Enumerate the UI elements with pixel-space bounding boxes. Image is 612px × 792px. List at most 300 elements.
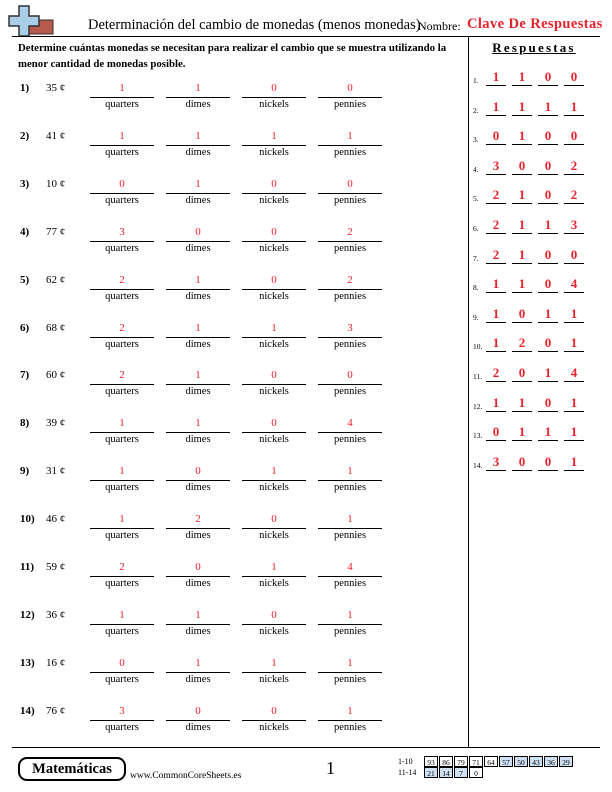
coin-label: quarters [105, 482, 139, 494]
coin-label: quarters [105, 146, 139, 158]
coin-label: nickels [259, 434, 289, 446]
answer-value: 1 [271, 129, 277, 142]
problem-row [0, 705, 468, 751]
plus-logo-icon [7, 4, 55, 38]
answer-value: 1 [347, 656, 353, 669]
answer-cell [242, 369, 306, 397]
answer-value: 1 [119, 513, 125, 526]
answer-value: 1 [195, 129, 201, 142]
answer-key-value: 0 [512, 365, 532, 382]
answer-key-number: 9. [473, 312, 479, 322]
answer-cell [90, 178, 154, 206]
answer-line [242, 241, 306, 242]
answer-key-row [473, 424, 603, 444]
answer-key-value: 0 [512, 158, 532, 175]
answer-line [318, 241, 382, 242]
page-title: Determinación del cambio de monedas (menos monedas) [88, 17, 421, 33]
answer-key-value: 0 [538, 395, 558, 412]
answer-cell [90, 322, 154, 350]
coin-label: dimes [185, 146, 211, 158]
answer-cell [166, 369, 230, 397]
answer-key-value: 0 [564, 128, 584, 145]
answer-line [166, 432, 230, 433]
answer-line [318, 672, 382, 673]
answer-line [90, 337, 154, 338]
answer-value: 1 [195, 369, 201, 382]
coin-label: quarters [105, 673, 139, 685]
coin-label: quarters [105, 99, 139, 110]
answer-value: 1 [119, 608, 125, 621]
problem-number: 13) [20, 656, 35, 669]
problem-amount: 10 ¢ [46, 177, 66, 190]
answer-cell [242, 465, 306, 493]
answer-value: 3 [119, 704, 125, 717]
answer-value: 1 [347, 129, 353, 142]
answer-key-row [473, 217, 603, 237]
coin-label: dimes [185, 482, 211, 494]
answer-key-row [473, 69, 603, 89]
coin-label: dimes [185, 673, 211, 685]
answer-key-value: 1 [486, 276, 506, 293]
coin-label: pennies [333, 338, 367, 350]
answer-line [90, 289, 154, 290]
coin-label: nickels [259, 242, 289, 254]
problem-number: 1) [20, 82, 30, 94]
answer-key-value: 0 [538, 158, 558, 175]
answer-key-value: 0 [538, 454, 558, 471]
answer-value: 1 [347, 513, 353, 526]
answer-value: 2 [119, 273, 125, 286]
answer-line [166, 672, 230, 673]
answer-key-value: 2 [486, 247, 506, 264]
answer-key-row [473, 158, 603, 178]
answer-line [318, 480, 382, 481]
coin-label: quarters [105, 338, 139, 350]
answer-value: 1 [195, 608, 201, 621]
answer-line [90, 528, 154, 529]
answer-key-value: 4 [564, 365, 584, 382]
problem-number: 2) [20, 129, 30, 142]
answer-line [90, 720, 154, 721]
answer-line [242, 289, 306, 290]
answer-cell [166, 226, 230, 254]
answer-cell [90, 561, 154, 589]
answer-key-row [473, 128, 603, 148]
answer-value: 1 [347, 465, 353, 478]
coin-label: quarters [105, 290, 139, 302]
coin-label: pennies [333, 673, 367, 685]
answer-value: 0 [119, 177, 125, 190]
coin-label: nickels [259, 146, 289, 158]
answer-key-value: 1 [538, 365, 558, 382]
coin-label: pennies [333, 578, 367, 589]
answer-cell [166, 705, 230, 733]
coin-label: nickels [259, 673, 289, 685]
problem-row [0, 561, 468, 607]
answer-cell [242, 657, 306, 685]
answer-cell [166, 130, 230, 158]
score-key-cell: 43 [529, 756, 543, 767]
answer-value: 4 [347, 561, 353, 573]
answer-key-number: 3. [473, 135, 479, 145]
score-key-label: 11-14 [398, 768, 417, 777]
problem-amount: 59 ¢ [46, 561, 66, 573]
answer-value: 0 [195, 704, 201, 717]
answer-line [166, 193, 230, 194]
answer-key-number: 11. [473, 372, 483, 381]
answer-key-value: 2 [564, 187, 584, 204]
answer-cell [242, 178, 306, 206]
answer-cell [318, 274, 382, 302]
coin-label: pennies [333, 146, 367, 158]
answer-line [90, 384, 154, 385]
answer-value: 0 [271, 369, 277, 382]
problem-amount: 62 ¢ [46, 273, 66, 286]
problem-row [0, 130, 468, 176]
answer-line [242, 480, 306, 481]
answer-cell [318, 465, 382, 493]
answer-key-value: 0 [538, 247, 558, 264]
answer-key-value: 0 [512, 454, 532, 471]
problem-number: 12) [20, 608, 35, 621]
problem-number: 11) [20, 561, 35, 573]
answer-value: 1 [195, 417, 201, 430]
coin-label: nickels [259, 625, 289, 637]
answer-line [318, 384, 382, 385]
answer-key-value: 1 [564, 424, 584, 441]
answer-key-value: 1 [538, 99, 558, 116]
answer-key-row [473, 99, 603, 119]
answer-cell [318, 561, 382, 589]
problem-row [0, 417, 468, 463]
answer-key-value: 1 [512, 276, 532, 293]
answer-value: 0 [271, 177, 277, 190]
coin-label: quarters [105, 530, 139, 542]
answer-value: 1 [119, 129, 125, 142]
answer-cell [318, 513, 382, 541]
problem-number: 8) [20, 417, 30, 430]
answer-value: 0 [195, 561, 201, 573]
coin-label: dimes [185, 194, 211, 206]
problem-amount: 16 ¢ [46, 656, 66, 669]
answer-key-value: 1 [486, 69, 506, 86]
coin-label: pennies [333, 242, 367, 254]
answer-value: 1 [271, 561, 277, 573]
coin-label: pennies [333, 530, 367, 542]
answer-key-value: 0 [538, 276, 558, 293]
answer-key-row [473, 365, 603, 385]
answer-cell [318, 178, 382, 206]
answer-cell [318, 130, 382, 158]
answer-key-number: 8. [473, 283, 479, 293]
coin-label: nickels [259, 194, 289, 206]
answer-cell [242, 82, 306, 110]
coin-label: dimes [185, 386, 211, 398]
answer-line [166, 480, 230, 481]
answer-value: 1 [119, 465, 125, 478]
problem-number: 5) [20, 273, 30, 286]
answer-cell [90, 513, 154, 541]
answer-line [166, 576, 230, 577]
answer-key-value: 1 [486, 335, 506, 352]
problem-amount: 36 ¢ [46, 608, 66, 621]
answer-line [242, 576, 306, 577]
answer-key-value: 1 [538, 217, 558, 234]
answer-cell [166, 561, 230, 589]
coin-label: pennies [333, 386, 367, 398]
answer-key-value: 0 [512, 306, 532, 323]
answer-line [90, 193, 154, 194]
coin-label: quarters [105, 721, 139, 733]
answer-key-row [473, 454, 603, 474]
answer-cell [242, 417, 306, 445]
score-key-cell: 79 [454, 756, 468, 767]
answer-cell [166, 513, 230, 541]
coin-label: pennies [333, 99, 367, 110]
answer-line [318, 576, 382, 577]
answer-value: 2 [119, 561, 125, 573]
answer-line [90, 145, 154, 146]
answer-line [318, 432, 382, 433]
footer-rule [12, 747, 600, 748]
answer-cell [242, 705, 306, 733]
answer-cell [166, 178, 230, 206]
answer-key-value: 3 [486, 454, 506, 471]
coin-label: dimes [185, 625, 211, 637]
answer-key-value: 1 [564, 335, 584, 352]
problem-number: 4) [20, 225, 30, 238]
answer-key-number: 13. [473, 431, 483, 441]
score-key-cell: 64 [484, 756, 498, 767]
answer-key-value: 0 [538, 335, 558, 352]
coin-label: dimes [185, 290, 211, 302]
coin-label: quarters [105, 625, 139, 637]
answer-line [242, 384, 306, 385]
answer-cell [166, 657, 230, 685]
answer-value: 0 [271, 608, 277, 621]
answer-key-number: 2. [473, 105, 479, 115]
answer-line [166, 337, 230, 338]
score-key-cell: 36 [544, 756, 558, 767]
problem-number: 3) [20, 177, 30, 190]
answer-line [166, 384, 230, 385]
answer-key-value: 1 [564, 99, 584, 116]
coin-label: dimes [185, 99, 211, 110]
score-key-cell: 7 [454, 767, 468, 778]
answer-key-value: 1 [512, 395, 532, 412]
answer-line [318, 720, 382, 721]
answer-line [90, 672, 154, 673]
answer-key-value: 4 [564, 276, 584, 293]
problem-number: 9) [20, 465, 30, 478]
answer-cell [90, 657, 154, 685]
problem-amount: 46 ¢ [46, 513, 66, 526]
answer-line [318, 193, 382, 194]
answer-key-row [473, 395, 603, 415]
answer-value: 0 [119, 656, 125, 669]
answer-cell [166, 609, 230, 637]
answer-key-value: 2 [512, 335, 532, 352]
answer-cell [242, 609, 306, 637]
answer-line [318, 145, 382, 146]
name-value: Clave De Respuestas [467, 16, 603, 32]
answer-line [90, 97, 154, 98]
coin-label: pennies [333, 482, 367, 494]
answer-cell [90, 465, 154, 493]
instructions: Determine cuántas monedas se necesitan para realizar el cambio que se muestra utilizando la menor cantidad de monedas posible. [18, 42, 447, 70]
answer-value: 1 [271, 465, 277, 478]
coin-label: quarters [105, 194, 139, 206]
problem-row [0, 82, 468, 128]
answer-line [318, 289, 382, 290]
answer-value: 2 [119, 369, 125, 382]
coin-label: nickels [259, 290, 289, 302]
answer-line [242, 528, 306, 529]
answer-key-value: 2 [486, 217, 506, 234]
answer-value: 1 [347, 704, 353, 717]
problem-amount: 39 ¢ [46, 417, 66, 430]
problem-number: 6) [20, 321, 30, 334]
problem-row [0, 274, 468, 320]
answer-key-value: 3 [486, 158, 506, 175]
answer-value: 3 [119, 225, 125, 238]
coin-label: nickels [259, 386, 289, 398]
answer-key-value: 0 [564, 69, 584, 86]
problem-number: 14) [20, 704, 35, 717]
answer-key-row [473, 187, 603, 207]
answer-value: 0 [271, 417, 277, 430]
coin-label: dimes [185, 578, 211, 589]
coin-label: nickels [259, 721, 289, 733]
answer-cell [242, 226, 306, 254]
problem-row [0, 657, 468, 703]
answer-value: 1 [195, 273, 201, 286]
answer-cell [318, 322, 382, 350]
answer-cell [166, 417, 230, 445]
answer-value: 0 [271, 82, 277, 94]
score-key-cell: 14 [439, 767, 453, 778]
answer-line [242, 145, 306, 146]
answer-key-value: 1 [486, 99, 506, 116]
answer-cell [90, 369, 154, 397]
answer-line [242, 97, 306, 98]
answer-line [90, 432, 154, 433]
answer-value: 1 [347, 608, 353, 621]
answer-value: 3 [347, 321, 353, 334]
answer-key-value: 0 [486, 128, 506, 145]
answer-line [90, 241, 154, 242]
answer-value: 1 [195, 177, 201, 190]
answer-key-value: 0 [538, 128, 558, 145]
answer-value: 0 [271, 513, 277, 526]
answer-value: 0 [347, 82, 353, 94]
coin-label: dimes [185, 338, 211, 350]
problem-row [0, 513, 468, 559]
answer-line [242, 672, 306, 673]
answer-value: 1 [271, 656, 277, 669]
answer-key-value: 1 [512, 424, 532, 441]
answer-value: 2 [195, 513, 201, 526]
problem-amount: 68 ¢ [46, 321, 66, 334]
coin-label: nickels [259, 99, 289, 110]
problem-row [0, 226, 468, 272]
problem-row [0, 465, 468, 511]
answer-value: 2 [347, 273, 353, 286]
answer-cell [242, 561, 306, 589]
score-key-cell: 0 [469, 767, 483, 778]
column-divider [468, 37, 469, 747]
answer-cell [90, 705, 154, 733]
problem-row [0, 369, 468, 415]
problem-row [0, 609, 468, 655]
answer-value: 1 [271, 321, 277, 334]
answer-key-number: 5. [473, 194, 479, 204]
answer-value: 0 [271, 273, 277, 286]
problem-amount: 31 ¢ [46, 465, 66, 478]
answer-cell [318, 369, 382, 397]
coin-label: dimes [185, 530, 211, 542]
problem-amount: 76 ¢ [46, 704, 66, 717]
answer-cell [242, 274, 306, 302]
answer-key-value: 2 [486, 187, 506, 204]
coin-label: dimes [185, 242, 211, 254]
answer-line [242, 432, 306, 433]
answer-key-value: 1 [512, 69, 532, 86]
answer-line [166, 289, 230, 290]
problem-row [0, 322, 468, 368]
answer-key-value: 0 [564, 247, 584, 264]
answer-key-value: 3 [564, 217, 584, 234]
answer-key-number: 1. [473, 76, 479, 85]
answer-line [90, 624, 154, 625]
answer-cell [318, 417, 382, 445]
answer-key-value: 1 [564, 395, 584, 412]
page-number: 1 [326, 758, 335, 778]
answer-key-number: 14. [473, 460, 483, 470]
coin-label: dimes [185, 434, 211, 446]
coin-label: nickels [259, 338, 289, 350]
problem-amount: 41 ¢ [46, 129, 66, 142]
answer-key-row [473, 247, 603, 267]
answer-key-number: 12. [473, 401, 483, 411]
answer-cell [166, 465, 230, 493]
answer-value: 0 [347, 177, 353, 190]
coin-label: pennies [333, 194, 367, 206]
score-key-cell: 29 [559, 756, 573, 767]
answer-key-value: 0 [486, 424, 506, 441]
header-rule [12, 36, 600, 37]
answer-key-value: 2 [564, 158, 584, 175]
answer-cell [242, 322, 306, 350]
answer-key-value: 1 [512, 99, 532, 116]
answer-line [318, 528, 382, 529]
coin-label: pennies [333, 290, 367, 302]
problem-number: 10) [20, 513, 35, 526]
score-key-cell: 21 [424, 767, 438, 778]
answer-key-number: 7. [473, 253, 479, 263]
answer-value: 1 [119, 417, 125, 430]
answer-line [166, 97, 230, 98]
answer-line [90, 480, 154, 481]
score-key-cell: 57 [499, 756, 513, 767]
answers-title: Respuestas [492, 40, 576, 55]
answer-cell [242, 130, 306, 158]
answer-key-value: 1 [538, 424, 558, 441]
answer-line [242, 193, 306, 194]
answer-cell [90, 226, 154, 254]
answer-key-number: 4. [473, 164, 479, 174]
answer-key-row [473, 306, 603, 326]
